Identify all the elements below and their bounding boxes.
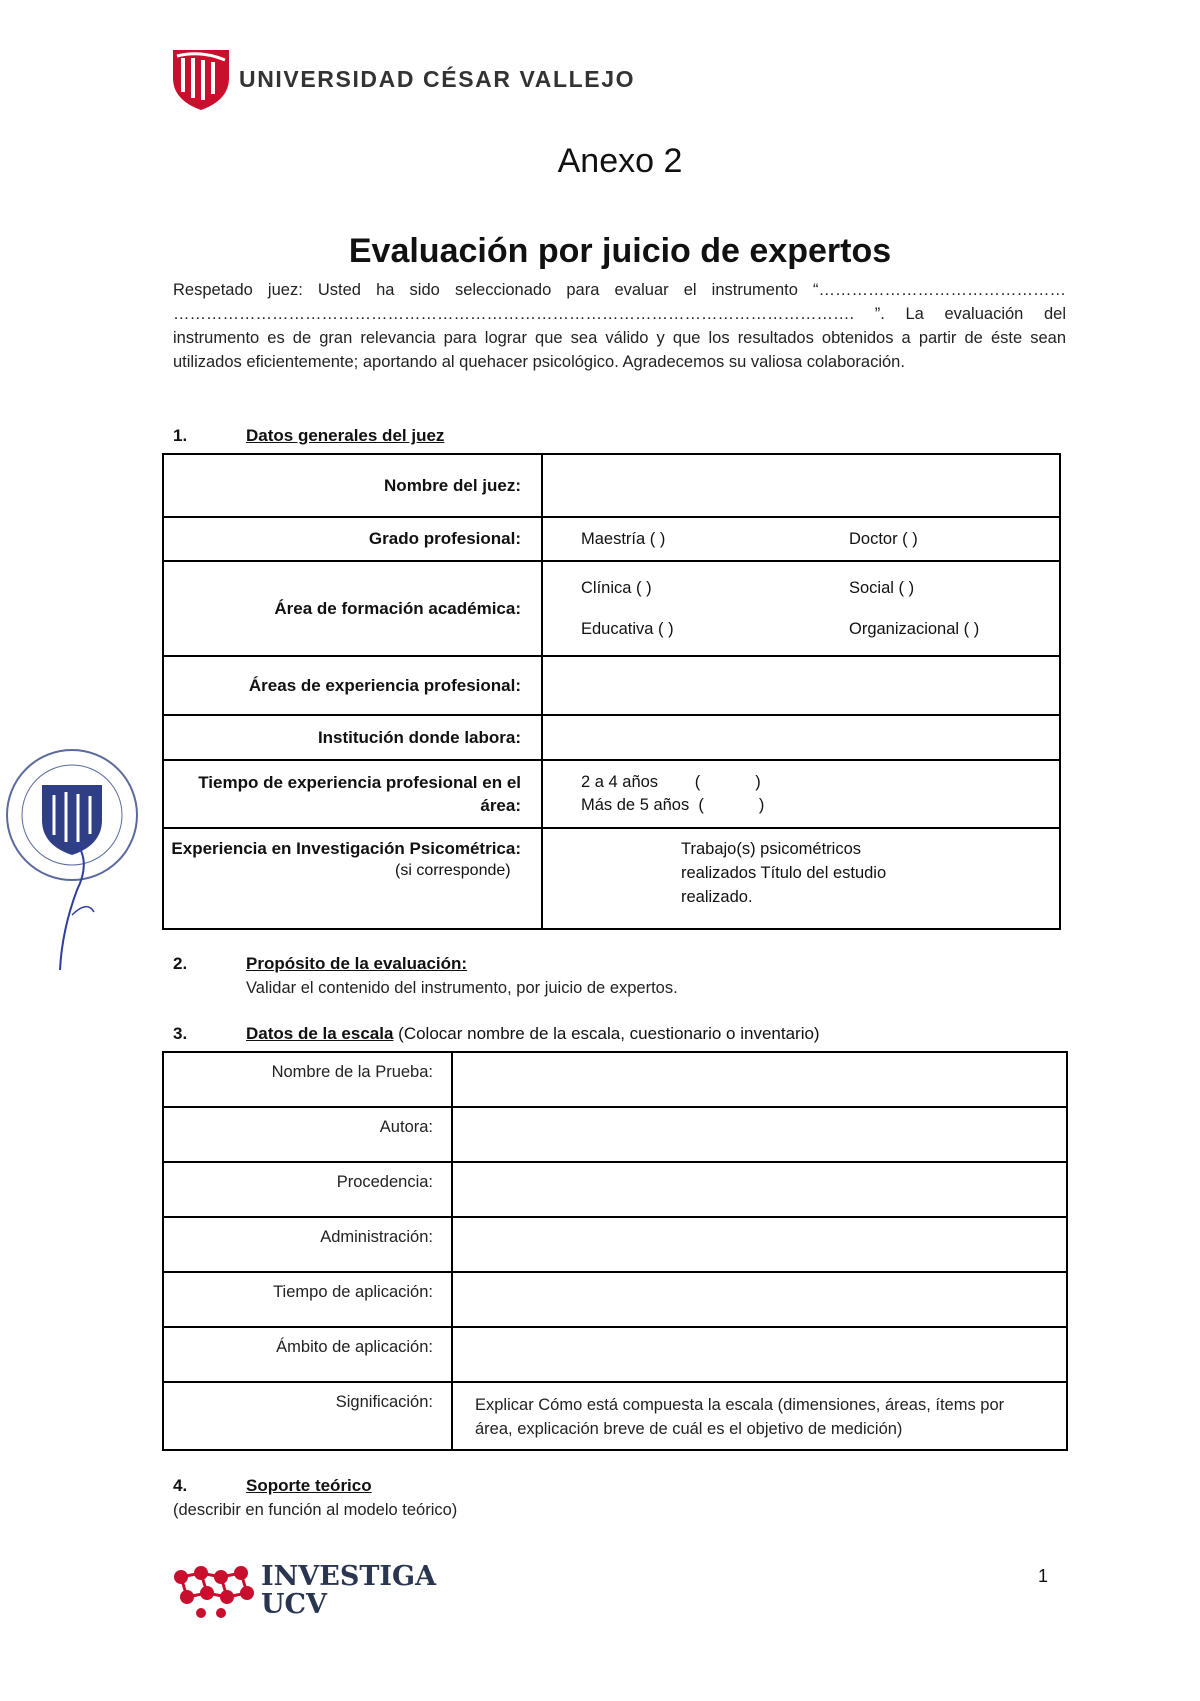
section-1-heading [173,426,444,446]
test-name-label: Nombre de la Prueba: [163,1052,452,1107]
page-number: 1 [1038,1566,1049,1586]
university-logo [171,48,636,112]
origin-label: Procedencia: [163,1162,452,1217]
area-option-social[interactable]: Social ( ) [849,578,915,597]
application-time-field[interactable] [452,1272,1067,1327]
table-row [163,1217,1067,1272]
table-row [163,517,1060,561]
institution-field[interactable] [542,715,1060,760]
section-4-heading [173,1476,372,1496]
investiga-ucv-logo [173,1561,437,1623]
university-name: UNIVERSIDAD CÉSAR VALLEJO [239,66,636,92]
area-option-clinica[interactable]: Clínica ( ) [581,578,652,597]
degree-option-maestria[interactable]: Maestría ( ) [581,529,666,548]
test-name-field[interactable] [452,1052,1067,1107]
degree-field[interactable] [542,517,1060,561]
psychometric-research-title: Experiencia en Investigación Psicométrica: [171,839,521,858]
table-row [163,454,1060,517]
section-title: Soporte teórico [246,1476,372,1495]
training-area-label: Área de formación académica: [163,561,542,656]
section-title: Propósito de la evaluación: [246,954,468,973]
table-row [163,1272,1067,1327]
experience-areas-label: Áreas de experiencia profesional: [163,656,542,715]
administration-field[interactable] [452,1217,1067,1272]
institution-label: Institución donde labora: [163,715,542,760]
judge-data-table [162,453,1061,930]
university-seal-icon [2,740,142,985]
meaning-label: Significación: [163,1382,452,1450]
experience-areas-field[interactable] [542,656,1060,715]
investiga-text: INVESTIGA [261,1561,437,1592]
area-option-educativa[interactable]: Educativa ( ) [581,619,674,638]
section-2-heading [173,954,467,974]
table-row [163,760,1060,828]
origin-field[interactable] [452,1162,1067,1217]
degree-label: Grado profesional: [163,517,542,561]
section-note: (Colocar nombre de la escala, cuestionario o inventario) [398,1024,820,1043]
table-row [163,656,1060,715]
psychometric-research-field[interactable]: Trabajo(s) psicométricos realizados Título del estudio realizado. [542,828,1060,929]
section-2-text: Validar el contenido del instrumento, por juicio de expertos. [246,979,678,997]
section-title: Datos generales del juez [246,426,445,445]
section-3-heading [173,1024,820,1044]
ucv-text: UCV [261,1589,327,1620]
time-option-2-4[interactable]: 2 a 4 años ( ) [581,773,761,791]
investiga-network-icon [173,1563,259,1619]
section-number: 3. [173,1024,188,1043]
judge-name-label: Nombre del juez: [163,454,542,517]
time-option-5-plus[interactable]: Más de 5 años ( ) [581,796,765,814]
intro-paragraph [173,278,1066,374]
table-row [163,1162,1067,1217]
experience-time-field[interactable] [542,760,1060,828]
if-applicable-note: (si corresponde) [395,862,511,879]
meaning-field[interactable]: Explicar Cómo está compuesta la escala (dimensiones, áreas, ítems por área, explicación breve de cuál es el objetivo de medición) [452,1382,1067,1450]
table-row [163,1107,1067,1162]
training-area-field[interactable] [542,561,1060,656]
table-row [163,828,1060,929]
section-number: 1. [173,426,188,445]
author-label: Autora: [163,1107,452,1162]
annex-title: Anexo 2 [557,142,683,180]
scale-data-table [162,1051,1068,1451]
section-title: Datos de la escala [246,1024,394,1043]
area-option-organizacional[interactable]: Organizacional ( ) [849,619,980,638]
application-scope-label: Ámbito de aplicación: [163,1327,452,1382]
application-scope-field[interactable] [452,1327,1067,1382]
administration-label: Administración: [163,1217,452,1272]
application-time-label: Tiempo de aplicación: [163,1272,452,1327]
intro-line-2: ……………………………………………………………………………………………………………. ”. La evaluación del instrumento es de gran relevancia para lograr que sea válido y que los resultados obtenidos a partir de éste sean utilizados eficientemente; aportando al quehacer psicológico. Agradecemos su valiosa colaboración. [173,305,1066,371]
table-row [163,1052,1067,1107]
section-number: 4. [173,1476,188,1495]
table-row [163,561,1060,656]
section-number: 2. [173,954,188,973]
intro-line-1: Respetado juez: Usted ha sido seleccionado para evaluar el instrumento “……………………………………… [173,281,1066,299]
ucv-shield-icon [171,48,231,112]
author-field[interactable] [452,1107,1067,1162]
judge-name-field[interactable] [542,454,1060,517]
experience-time-label: Tiempo de experiencia profesional en el área: [163,760,542,828]
psychometric-research-label [163,828,542,929]
table-row [163,1327,1067,1382]
section-4-text: (describir en función al modelo teórico) [173,1501,458,1519]
degree-option-doctor[interactable]: Doctor ( ) [849,529,918,548]
document-title: Evaluación por juicio de expertos [348,232,892,270]
table-row [163,1382,1067,1450]
table-row [163,715,1060,760]
